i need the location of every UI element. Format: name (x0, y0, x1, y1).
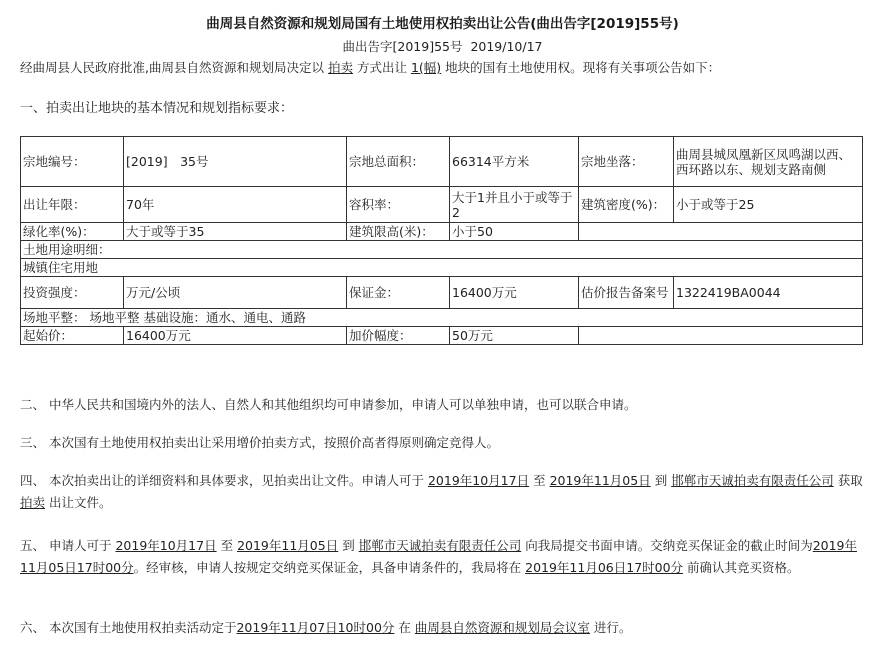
table-row (21, 223, 863, 241)
density-label: 建筑密度(%)： (579, 187, 674, 223)
table-row (21, 187, 863, 223)
paragraph-4: 四、 本次拍卖出让的详细资料和具体要求，见拍卖出让文件。申请人可于 2019年10月17日 至 2019年11月05日 到 邯郸市天诚拍卖有限责任公司 获取 拍卖 出让文件。 (20, 473, 863, 510)
start-price-value: 16400万元 (124, 327, 347, 345)
doc-end-date: 2019年11月05日 (549, 473, 651, 488)
location-value: 曲周县城凤凰新区凤鸣湖以西、西环路以东、规划支路南侧 (674, 137, 863, 187)
table-row (21, 241, 863, 259)
paragraph-2: 二、 中华人民共和国境内外的法人、自然人和其他组织均可申请参加，申请人可以单独申请，也可以联合申请。 (20, 397, 637, 412)
appraisal-label: 估价报告备案号 (579, 277, 674, 309)
start-price-label: 起始价： (21, 327, 124, 345)
intro-text: 方式出让 (356, 60, 407, 75)
height-label: 建筑限高(米)： (347, 223, 450, 241)
auction-time: 2019年11月07日10时00分 (236, 620, 395, 635)
location-label: 宗地坐落： (579, 137, 674, 187)
increment-label: 加价幅度： (347, 327, 450, 345)
table-row (21, 137, 863, 187)
paragraph-3: 三、 本次国有土地使用权拍卖出让采用增价拍卖方式，按照价高者得原则确定竞得人。 (20, 435, 499, 450)
table-row (21, 277, 863, 309)
density-value: 小于或等于25 (674, 187, 863, 223)
table-row (21, 327, 863, 345)
appraisal-value: 1322419BA0044 (674, 277, 863, 309)
qualification-confirm-time: 2019年11月06日17时00分 (525, 560, 684, 575)
auction-company-link: 邯郸市天诚拍卖有限责任公司 (671, 473, 834, 488)
height-value: 小于50 (450, 223, 579, 241)
intro-text: 地块的国有土地使用权。现将有关事项公告如下： (445, 60, 721, 75)
increment-value: 50万元 (450, 327, 579, 345)
intro-text: 经曲周县人民政府批准,曲周县自然资源和规划局决定以 (20, 60, 324, 75)
doc-number: 曲出告字[2019]55号 (342, 39, 463, 54)
auction-company: 邯郸市天诚拍卖有限责任公司 (358, 538, 522, 553)
land-use-value: 城镇住宅用地 (21, 259, 863, 277)
deposit-label: 保证金： (347, 277, 450, 309)
doc-meta (0, 37, 885, 55)
paragraph-6: 六、 本次国有土地使用权拍卖活动定于2019年11月07日10时00分 在 曲周县自然资源和规划局会议室 进行。 (20, 620, 632, 635)
doc-start-date: 2019年10月17日 (427, 473, 530, 488)
parcel-no-label: 宗地编号： (21, 137, 124, 187)
deposit-value: 16400万元 (450, 277, 579, 309)
area-value: 66314平方米 (450, 137, 579, 187)
apply-start-date: 2019年10月17日 (115, 538, 217, 553)
doc-date: 2019/10/17 (470, 39, 543, 54)
intro-count: 1(幅) (410, 60, 442, 75)
page-title: 曲周县自然资源和规划局国有土地使用权拍卖出让公告(曲出告字[2019]55号) (206, 16, 679, 32)
green-label: 绿化率(%)： (21, 223, 124, 241)
invest-label: 投资强度： (21, 277, 124, 309)
auction-place: 曲周县自然资源和规划局会议室 (414, 620, 590, 635)
term-value: 70年 (124, 187, 347, 223)
parcel-no-value: [2019] 35号 (124, 137, 347, 187)
site-prep-cell: 场地平整： 场地平整 基础设施：通水、通电、通路 (21, 309, 863, 327)
intro-paragraph (20, 58, 720, 76)
paragraph-5: 五、 申请人可于 2019年10月17日 至 2019年11月05日 到 邯郸市天诚拍卖有限责任公司 向我局提交书面申请。交纳竞买保证金的截止时间为2019年11月05日17时00分。经审核，申请人按规定交纳竞买保证金，具备申请条件的，我局将在 2019年11月06日17时00分 前确认其竞买资格。 (20, 538, 858, 575)
invest-value: 万元/公顷 (124, 277, 347, 309)
far-value: 大于1并且小于或等于2 (450, 187, 579, 223)
table-row (21, 259, 863, 277)
term-label: 出让年限： (21, 187, 124, 223)
intro-method: 拍卖 (327, 60, 353, 75)
green-value: 大于或等于35 (124, 223, 347, 241)
area-label: 宗地总面积： (347, 137, 450, 187)
land-use-label: 土地用途明细： (21, 241, 863, 259)
land-info-table (20, 136, 863, 345)
deposit-deadline: 2019年11月05日17时00分 (20, 538, 858, 575)
section1-title: 一、拍卖出让地块的基本情况和规划指标要求： (20, 101, 294, 116)
apply-end-date: 2019年11月05日 (237, 538, 339, 553)
table-row (21, 309, 863, 327)
far-label: 容积率： (347, 187, 450, 223)
